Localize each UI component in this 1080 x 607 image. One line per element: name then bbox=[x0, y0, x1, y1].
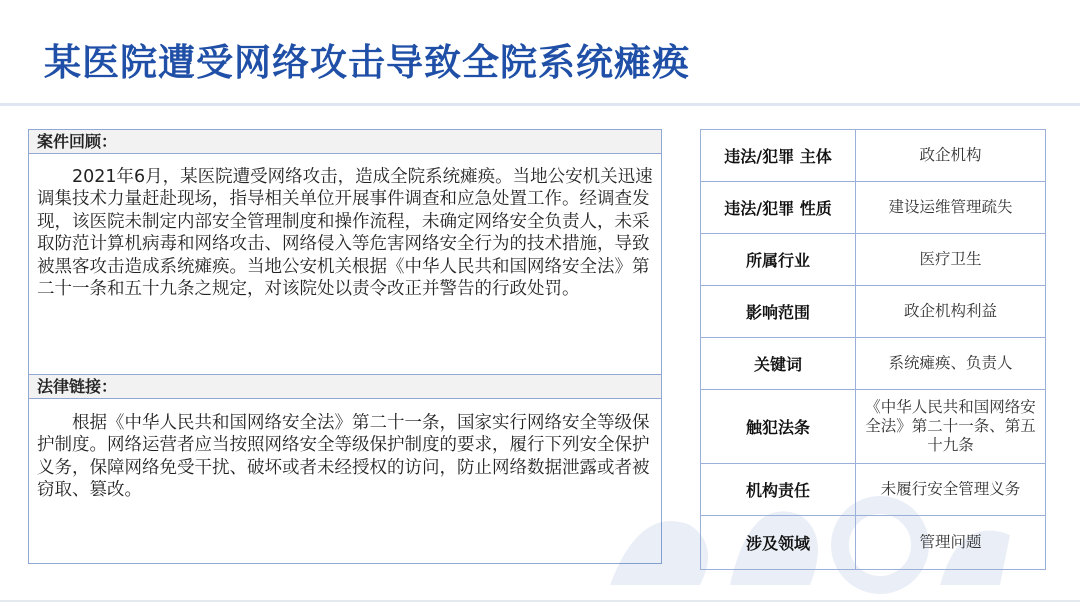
row-value: 建设运维管理疏失 bbox=[856, 182, 1046, 234]
table-row bbox=[701, 182, 1046, 234]
row-key: 涉及领域 bbox=[701, 516, 856, 570]
table-row bbox=[701, 516, 1046, 570]
page-title: 某医院遭受网络攻击导致全院系统瘫痪 bbox=[44, 41, 690, 84]
table-row bbox=[701, 130, 1046, 182]
table-row bbox=[701, 286, 1046, 338]
row-key: 违法/犯罪 主体 bbox=[701, 130, 856, 182]
row-key: 机构责任 bbox=[701, 464, 856, 516]
row-value: 管理问题 bbox=[856, 516, 1046, 570]
table-row bbox=[701, 464, 1046, 516]
row-key: 违法/犯罪 性质 bbox=[701, 182, 856, 234]
row-value: 政企机构利益 bbox=[856, 286, 1046, 338]
row-key: 所属行业 bbox=[701, 234, 856, 286]
row-value: 《中华人民共和国网络安全法》第二十一条、第五十九条 bbox=[856, 390, 1046, 464]
row-key: 关键词 bbox=[701, 338, 856, 390]
row-value: 政企机构 bbox=[856, 130, 1046, 182]
row-value: 系统瘫痪、负责人 bbox=[856, 338, 1046, 390]
title-divider bbox=[0, 103, 1080, 106]
footer-divider bbox=[0, 600, 1080, 602]
row-key: 影响范围 bbox=[701, 286, 856, 338]
table-row bbox=[701, 390, 1046, 464]
case-info-table bbox=[700, 129, 1046, 570]
row-key: 触犯法条 bbox=[701, 390, 856, 464]
row-value: 未履行安全管理义务 bbox=[856, 464, 1046, 516]
table-row bbox=[701, 234, 1046, 286]
case-review-heading: 案件回顾： bbox=[29, 129, 661, 154]
legal-link-text: 根据《中华人民共和国网络安全法》第二十一条，国家实行网络安全等级保护制度。网络运营者应当按照网络安全等级保护制度的要求，履行下列安全保护义务，保障网络免受干扰、破坏或者未经授权的访问，防止网络数据泄露或者被窃取、篡改。 bbox=[37, 413, 650, 501]
case-panel bbox=[28, 129, 662, 564]
legal-link-heading: 法律链接： bbox=[29, 374, 661, 399]
table-row bbox=[701, 338, 1046, 390]
row-value: 医疗卫生 bbox=[856, 234, 1046, 286]
case-review-text: 2021年6月，某医院遭受网络攻击，造成全院系统瘫痪。当地公安机关迅速调集技术力量赶赴现场，指导相关单位开展事件调查和应急处置工作。经调查发现，该医院未制定内部安全管理制度和操作流程，未确定网络安全负责人，未采取防范计算机病毒和网络攻击、网络侵入等危害网络安全行为的技术措施，导致被黑客攻击造成系统瘫痪。当地公安机关根据《中华人民共和国网络安全法》第二十一条和五十九条之规定，对该院处以责令改正并警告的行政处罚。 bbox=[37, 167, 653, 300]
